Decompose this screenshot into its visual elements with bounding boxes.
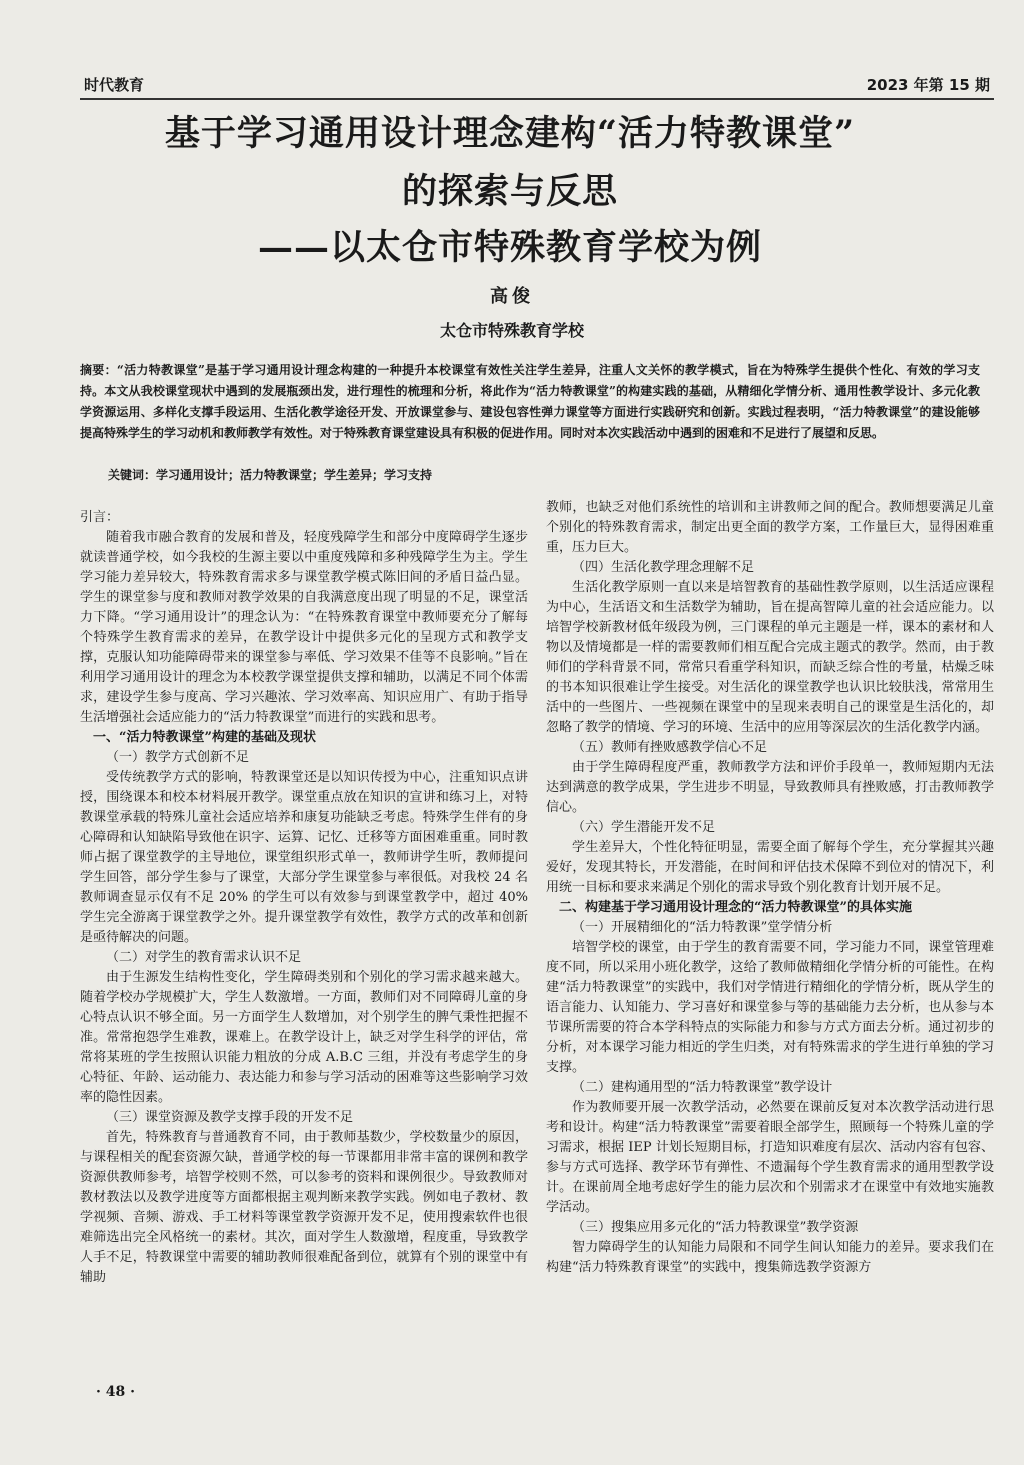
subsection-heading: （二）建构通用型的“活力特教课堂”教学设计 — [572, 1080, 833, 1095]
author-name: 高俊 — [490, 286, 534, 307]
title-line-3: ——以太仓市特殊教育学校为例 — [257, 227, 762, 268]
paragraph: 生活化教学原则一直以来是培智教育的基础性教学原则，以生活适应课程为中心，生活语文和生活数学为辅助，旨在提高智障儿童的社会适应能力。以培智学校新教材低年级段为例，三门课程的单元主题是一样，课本的素材和人物以及情境都是一样的需要教师们相互配合完成主题式的教学。然而，由于教师们的学科背景不同，常常只看重学科知识，而缺乏综合性的考量，枯燥乏味的书本知识很难让学生接受。对生活化的课堂教学也认识比较肤浅，常常用生活中的一些图片、一些视频在课堂中的呈现来表明自己的课堂是生活化的，却忽略了教学的情境、学习的环境、生活中的应用等深层次的生活化教学内涵。 — [546, 580, 994, 735]
paragraph: 学生差异大，个性化特征明显，需要全面了解每个学生，充分掌握其兴趣爱好，发现其特长，开发潜能，在时间和评估技术保障不到位对的情况下，利用统一目标和要求来满足个别化的需求导致个别化教育计划开展不足。 — [546, 840, 994, 895]
section-heading: 一、“活力特教课堂”构建的基础及现状 — [93, 730, 316, 745]
subsection-heading: （一）开展精细化的“活力特教课”堂学情分析 — [572, 920, 833, 935]
subsection-heading: （二）对学生的教育需求认识不足 — [106, 950, 302, 965]
subsection-heading: （一）教学方式创新不足 — [106, 750, 250, 765]
page-number: · 48 · — [96, 1384, 135, 1400]
paragraph: 智力障碍学生的认知能力局限和不同学生间认知能力的差异。要求我们在构建“活力特殊教育课堂”的实践中，搜集筛选教学资源方 — [546, 1240, 994, 1275]
subsection-heading: （三）课堂资源及教学支撑手段的开发不足 — [106, 1110, 354, 1125]
subsection-heading: （六）学生潜能开发不足 — [572, 820, 716, 835]
title-line-2: 的探索与反思 — [401, 171, 618, 212]
paragraph: 引言： — [80, 510, 120, 525]
paragraph: 由于学生障碍程度严重，教师教学方法和评价手段单一，教师短期内无法达到满意的教学成果，学生进步不明显，导致教师具有挫败感，打击教师教学信心。 — [546, 760, 994, 815]
paragraph: 由于生源发生结构性变化，学生障碍类别和个别化的学习需求越来越大。随着学校办学规模扩大，学生人数激增。一方面，教师们对不同障碍儿童的身心特点认识不够全面。另一方面学生人数增加，对个别学生的脾气秉性把握不准。常常抱怨学生难教，课难上。在教学设计上，缺乏对学生科学的评估，常常将某班的学生按照认识能力粗放的分成 A.B.C 三组，并没有考虑学生的身心特征、年龄、运动能力、表达能力和参与学习活动的困难等这些影响学习效率的隐性因素。 — [80, 970, 528, 1105]
section-heading: 二、构建基于学习通用设计理念的“活力特教课堂”的具体实施 — [559, 900, 912, 915]
header-rule — [80, 98, 994, 100]
issue-label: 2023 年第 15 期 — [866, 76, 990, 94]
subsection-heading: （四）生活化教学理念理解不足 — [572, 560, 755, 575]
paragraph: 受传统教学方式的影响，特教课堂还是以知识传授为中心，注重知识点讲授，围绕课本和校本材料展开教学。课堂重点放在知识的宣讲和练习上，对特教课堂承载的特殊儿童社会适应培养和康复功能缺乏考虑。特殊学生伴有的身心障碍和认知缺陷导致他在识字、运算、记忆、迁移等方面困难重重。同时教师占据了课堂教学的主导地位，课堂组织形式单一，教师讲学生听，教师提问学生回答，部分学生参与了课堂，大部分学生课堂参与率很低。对我校 24 名教师调查显示仅有不足 20% 的学生可以有效参与到课堂教学中，超过 40% 学生完全游离于课堂教学之外。提升课堂教学有效性，教学方式的改革和创新是亟待解决的问题。 — [80, 770, 528, 945]
title-line-1: 基于学习通用设计理念建构“活力特教课堂” — [164, 113, 856, 154]
paragraph: 首先，特殊教育与普通教育不同，由于教师基数少，学校数量少的原因，与课程相关的配套资源欠缺，普通学校的每一节课都用非常丰富的课例和教学资源供教师参考，培智学校则不然，可以参考的资料和课例很少。导致教师对教材教法以及教学进度等方面都根据主观判断来教学实践。例如电子教材、教学视频、音频、游戏、手工材料等课堂教学资源开发不足，使用搜索软件也很难筛选出完全风格统一的素材。其次，面对学生人数激增，程度重，导致教学人手不足，特教课堂中需要的辅助教师很难配备到位，就算有个别的课堂中有辅助 — [80, 1130, 528, 1285]
paragraph: 教师，也缺乏对他们系统性的培训和主讲教师之间的配合。教师想要满足儿童个别化的特殊教育需求，制定出更全面的教学方案，工作量巨大，显得困难重重，压力巨大。 — [546, 500, 994, 555]
body-column-right — [546, 498, 994, 1358]
subsection-heading: （五）教师有挫败感教学信心不足 — [572, 740, 768, 755]
paragraph: 作为教师要开展一次教学活动，必然要在课前反复对本次教学活动进行思考和设计。构建“活力特教课堂”需要着眼全部学生，照顾每一个特殊儿童的学习需求，根据 IEP 计划长短期目标，打造知识难度有层次、活动内容有包容、参与方式可选择、教学环节有弹性、不遗漏每个学生教育需求的通用型教学设计。在课前周全地考虑好学生的能力层次和个别需求才在课堂中有效地实施教学活动。 — [546, 1100, 994, 1215]
keywords: 关键词：学习通用设计；活力特教课堂；学生差异；学习支持 — [108, 468, 433, 482]
body-column-left — [80, 508, 528, 1348]
paragraph: 培智学校的课堂，由于学生的教育需要不同，学习能力不同，课堂管理难度不同，所以采用小班化教学，这给了教师做精细化学情分析的可能性。在构建“活力特教课堂”的实践中，我们对学情进行精细化的学情分析，既从学生的语言能力、认知能力、学习喜好和课堂参与等的基础能力去分析，也从参与本节课所需要的符合本学科特点的实际能力和参与方式方面去分析。通过初步的分析，对本课学习能力相近的学生归类，对有特殊需求的学生进行单独的学习支撑。 — [546, 940, 994, 1075]
journal-name: 时代教育 — [84, 76, 145, 94]
subsection-heading: （三）搜集应用多元化的“活力特教课堂”教学资源 — [572, 1220, 859, 1235]
author-affiliation: 太仓市特殊教育学校 — [439, 321, 584, 340]
paragraph: 随着我市融合教育的发展和普及，轻度残障学生和部分中度障碍学生逐步就读普通学校，如今我校的生源主要以中重度残障和多种残障学生为主。学生学习能力差异较大，特殊教育需求多与课堂教学模式陈旧间的矛盾日益凸显。学生的课堂参与度和教师对教学效果的自我满意度出现了明显的不足，课堂活力下降。“学习通用设计”的理念认为：“在特殊教育课堂中教师要充分了解每个特殊学生教育需求的差异，在教学设计中提供多元化的呈现方式和教学支撑，克服认知功能障碍带来的课堂参与率低、学习效果不佳等不良影响。”旨在利用学习通用设计的理念为本校教学课堂提供支撑和辅助，以满足不同个体需求，建设学生参与度高、学习兴趣浓、学习效率高、知识应用广、有助于指导生活增强社会适应能力的“活力特教课堂”而进行的实践和思考。 — [80, 530, 528, 725]
abstract: 摘要：“活力特教课堂”是基于学习通用设计理念构建的一种提升本校课堂有效性关注学生差异，注重人文关怀的教学模式，旨在为特殊学生提供个性化、有效的学习支持。本文从我校课堂现状中遇到的发展瓶颈出发，进行理性的梳理和分析，将此作为“活力特教课堂”的构建实践的基础，从精细化学情分析、通用性教学设计、多元化教学资源运用、多样化支撑手段运用、生活化教学途径开发、开放课堂参与、建设包容性弹力课堂等方面进行实践研究和创新。实践过程表明，“活力特教课堂”的建设能够提高特殊学生的学习动机和教师教学有效性。对于特殊教育课堂建设具有积极的促进作用。同时对本次实践活动中遇到的困难和不足进行了展望和反思。 — [80, 363, 980, 440]
